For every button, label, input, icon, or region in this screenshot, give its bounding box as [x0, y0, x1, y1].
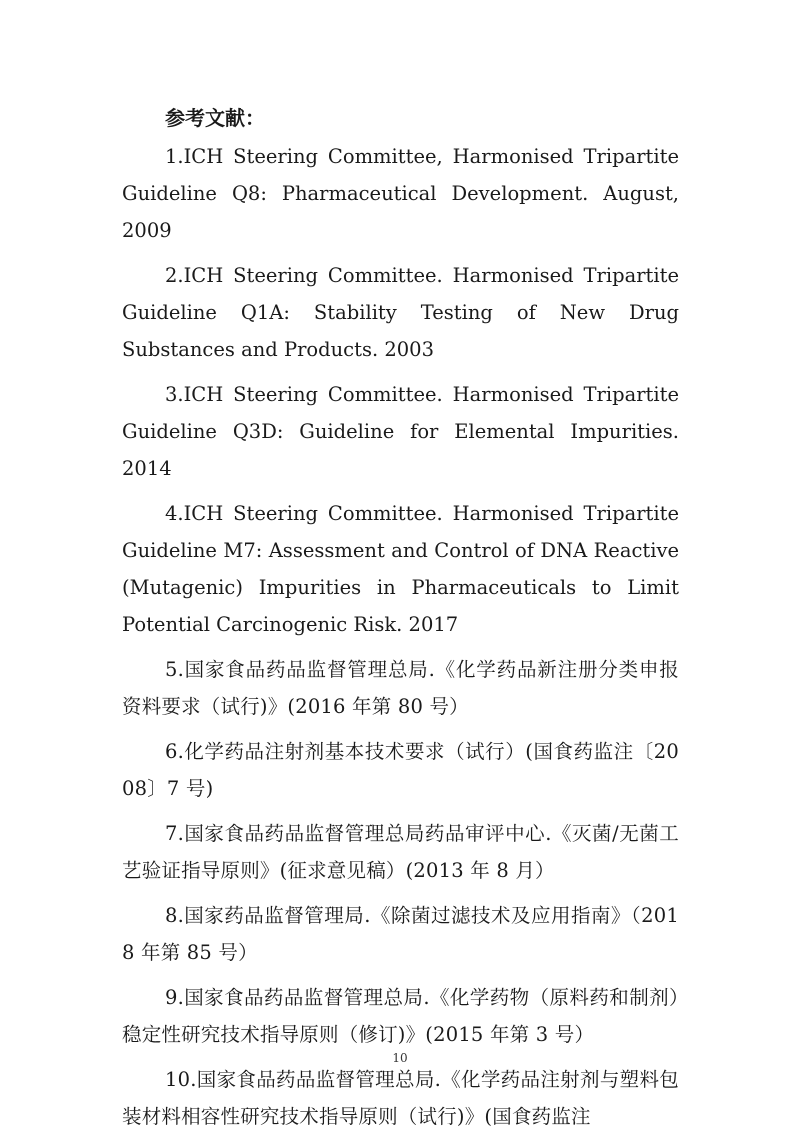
references-heading: 参考文献： [165, 106, 265, 130]
page-number: 10 [392, 1051, 408, 1065]
reference-item-8: 8.国家药品监督管理局.《除菌过滤技术及应用指南》（2018 年第 85 号） [122, 904, 679, 964]
reference-item-4: 4.ICH Steering Committee. Harmonised Tripartite Guideline M7: Assessment and Control of DNA Reactive (Mutagenic) Impurities in Pharmaceuticals to Limit Potential Carcinogenic Risk. 2017 [122, 502, 679, 636]
reference-item-7: 7.国家食品药品监督管理总局药品审评中心.《灭菌/无菌工艺验证指导原则》(征求意见稿）(2013 年 8 月） [122, 822, 679, 882]
reference-item-6: 6.化学药品注射剂基本技术要求（试行）(国食药监注〔2008〕7 号) [122, 740, 679, 800]
reference-item-5: 5.国家食品药品监督管理总局.《化学药品新注册分类申报资料要求（试行)》(2016 年第 80 号） [122, 658, 679, 718]
reference-item-9: 9.国家食品药品监督管理总局.《化学药物（原料药和制剂）稳定性研究技术指导原则（修订)》(2015 年第 3 号） [122, 986, 679, 1046]
reference-item-10: 10.国家食品药品监督管理总局.《化学药品注射剂与塑料包装材料相容性研究技术指导原则（试行)》(国食药监注 [122, 1068, 679, 1128]
reference-item-1: 1.ICH Steering Committee, Harmonised Tripartite Guideline Q8: Pharmaceutical Development. August, 2009 [122, 145, 679, 242]
page-content [122, 0, 679, 1131]
references-list [122, 138, 679, 1143]
reference-item-2: 2.ICH Steering Committee. Harmonised Tripartite Guideline Q1A: Stability Testing of New Drug Substances and Products. 2003 [122, 264, 679, 361]
reference-item-3: 3.ICH Steering Committee. Harmonised Tripartite Guideline Q3D: Guideline for Elemental Impurities. 2014 [122, 383, 679, 480]
